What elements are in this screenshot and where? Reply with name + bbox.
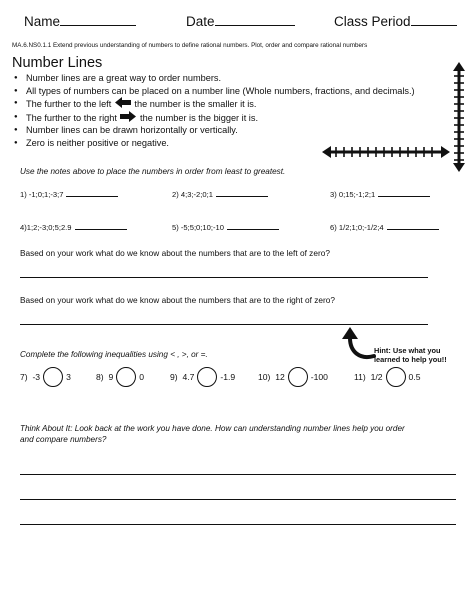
ordering-problem[interactable] <box>20 190 118 199</box>
think-about-it <box>20 423 460 445</box>
note-bullet <box>14 111 415 125</box>
vertical-number-line-icon <box>450 62 468 172</box>
problem-text: 5) -5;5;0;10;-10 <box>172 223 224 232</box>
answer-blank[interactable] <box>75 229 127 230</box>
answer-line-right[interactable] <box>20 324 428 325</box>
note-right-text-a: The further to the right <box>26 112 117 123</box>
left-value: 1/2 <box>370 372 383 382</box>
problem-text: 1) -1;0;1;-3;7 <box>20 190 64 199</box>
comparison-circle[interactable] <box>43 367 63 387</box>
answer-line[interactable] <box>20 499 456 500</box>
date-label: Date <box>186 14 215 29</box>
answer-line[interactable] <box>20 524 456 525</box>
left-value: 12 <box>275 372 285 382</box>
right-value: -1.9 <box>220 372 236 382</box>
comparison-circle[interactable] <box>288 367 308 387</box>
date-blank[interactable] <box>215 25 295 26</box>
horizontal-number-line-icon <box>322 142 450 162</box>
comparison-circle[interactable] <box>116 367 136 387</box>
item-number: 8) <box>96 372 104 382</box>
ordering-problem[interactable] <box>330 190 430 199</box>
answer-blank[interactable] <box>66 196 118 197</box>
answer-blank[interactable] <box>378 196 430 197</box>
ordering-problem[interactable] <box>330 223 439 232</box>
problem-text: 6) 1/2;1;0;-1/2;4 <box>330 223 384 232</box>
right-value: 3 <box>66 372 71 382</box>
answer-blank[interactable] <box>216 196 268 197</box>
think-text-line: and compare numbers? <box>20 435 107 444</box>
comparison-circle[interactable] <box>386 367 406 387</box>
arrow-right-icon <box>120 111 136 122</box>
inequality-item <box>96 367 144 387</box>
note-left-text-a: The further to the left <box>26 99 112 110</box>
inequality-item <box>20 367 71 387</box>
left-value: 4.7 <box>182 372 195 382</box>
left-of-zero-question: Based on your work what do we know about the numbers that are to the left of zero? <box>20 248 330 258</box>
note-bullet <box>14 97 415 111</box>
arrow-left-icon <box>115 97 131 108</box>
notes-title: Number Lines <box>12 55 103 71</box>
think-text-line: Think About It: Look back at the work you have done. How can understanding number lines help you order <box>20 424 405 433</box>
comparison-circle[interactable] <box>197 367 217 387</box>
note-right-text-b: the number is the bigger it is. <box>140 112 258 123</box>
inequality-item <box>258 367 328 387</box>
right-of-zero-question: Based on your work what do we know about the numbers that are to the right of zero? <box>20 295 336 305</box>
hint-line: Hint: Use what you <box>374 346 441 355</box>
name-blank[interactable] <box>60 25 136 26</box>
answer-line[interactable] <box>20 474 456 475</box>
answer-line-left[interactable] <box>20 277 428 278</box>
problem-text: 2) 4;3;-2;0;1 <box>172 190 213 199</box>
standard-text: MA.6.NS0.1.1 Extend previous understanding of numbers to define rational numbers. Plot, order and compare rational numbers <box>12 42 368 49</box>
ordering-problem[interactable] <box>20 223 127 232</box>
inequality-item <box>354 367 420 387</box>
right-value: 0.5 <box>408 372 421 382</box>
ordering-problem[interactable] <box>172 223 279 232</box>
class-period-label: Class Period <box>334 14 411 29</box>
inequality-instruction: Complete the following inequalities using < , >, or =. <box>20 350 208 359</box>
problem-text: 4)1;2;-3;0;5;2.9 <box>20 223 72 232</box>
note-bullet: ● Number lines are a great way to order numbers. <box>14 72 415 85</box>
name-field[interactable] <box>24 14 136 29</box>
ordering-problem[interactable] <box>172 190 268 199</box>
hint-line: learned to help you!! <box>374 355 447 364</box>
inequality-item <box>170 367 235 387</box>
answer-blank[interactable] <box>387 229 439 230</box>
name-label: Name <box>24 14 61 29</box>
item-number: 11) <box>354 372 366 382</box>
date-field[interactable] <box>186 14 295 29</box>
answer-blank[interactable] <box>227 229 279 230</box>
curved-arrow-icon <box>338 326 378 362</box>
note-bullet: ● Zero is neither positive or negative. <box>14 137 415 150</box>
class-period-field[interactable] <box>334 14 457 29</box>
right-value: -100 <box>310 372 328 382</box>
item-number: 10) <box>258 372 271 382</box>
item-number: 7) <box>20 372 28 382</box>
notes-list <box>14 72 415 150</box>
item-number: 9) <box>170 372 178 382</box>
note-bullet: ● All types of numbers can be placed on a number line (Whole numbers, fractions, and decimals.) <box>14 85 415 98</box>
problem-text: 3) 0;15;-1;2;1 <box>330 190 376 199</box>
ordering-instruction: Use the notes above to place the numbers in order from least to greatest. <box>20 167 286 176</box>
note-left-text-b: the number is the smaller it is. <box>134 99 257 110</box>
class-period-blank[interactable] <box>411 25 457 26</box>
note-bullet: ● Number lines can be drawn horizontally or vertically. <box>14 124 415 137</box>
hint-text <box>374 346 447 364</box>
left-value: 9 <box>108 372 114 382</box>
right-value: 0 <box>139 372 144 382</box>
left-value: -3 <box>32 372 41 382</box>
